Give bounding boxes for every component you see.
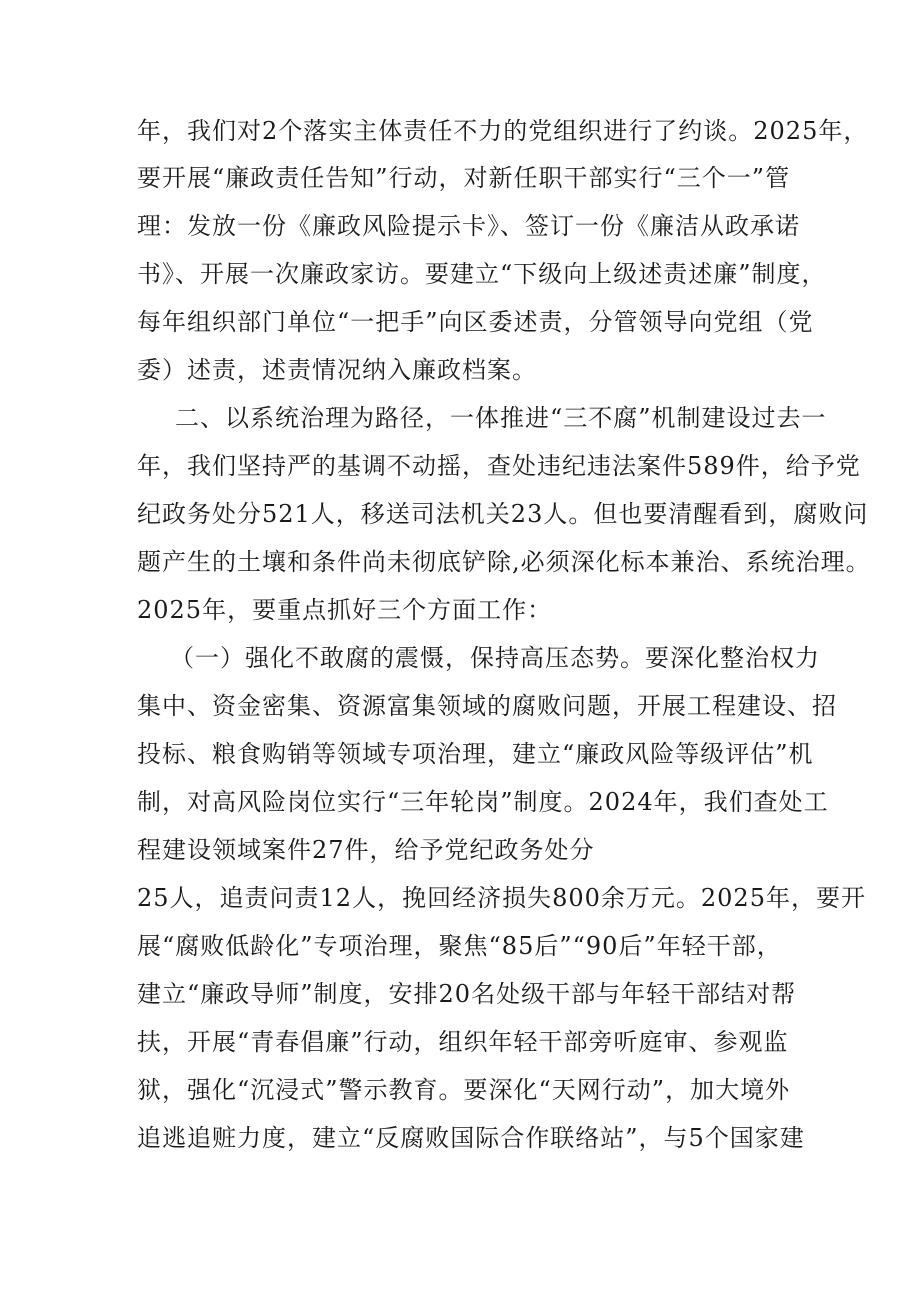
text-line: 书》、开展一次廉政家访。要建立“下级向上级述责述廉”制度， <box>137 260 827 288</box>
text-line: 制，对高风险岗位实行“三年轮岗”制度。2024年，我们查处工 <box>137 788 829 816</box>
text-line: 展“腐败低龄化”专项治理，聚焦“85后”“90后”年轻干部， <box>137 932 782 960</box>
text-line: 年，我们对2个落实主体责任不力的党组织进行了约谈。2025年， <box>137 117 869 145</box>
text-line: 纪政务处分521人，移送司法机关23人。但也要清醒看到，腐败问 <box>137 500 869 528</box>
text-line: 建立“廉政导师”制度，安排20名处级干部与年轻干部结对帮 <box>137 980 797 1008</box>
text-line: 2025年，要重点抓好三个方面工作： <box>137 596 553 624</box>
text-line: 投标、粮食购销等领域专项治理，建立“廉政风险等级评估”机 <box>137 740 814 768</box>
text-line: 25人，追责问责12人，挽回经济损失800余万元。2025年，要开 <box>137 884 866 912</box>
paragraph-heading-line: 二、以系统治理为路径，一体推进“三不腐”机制建设过去一 <box>175 404 827 432</box>
text-line: 题产生的土壤和条件尚未彻底铲除,必须深化标本兼治、系统治理。 <box>137 548 871 576</box>
text-line: 每年组织部门单位“一把手”向区委述责，分管领导向党组（党 <box>137 308 814 336</box>
text-line: 要开展“廉政责任告知”行动，对新任职干部实行“三个一”管 <box>137 164 791 192</box>
text-line: 扶，开展“青春倡廉”行动，组织年轻干部旁听庭审、参观监 <box>137 1028 789 1056</box>
subsection-heading-line: （一）强化不敢腐的震慑，保持高压态势。要深化整治权力 <box>170 644 820 672</box>
text-line: 委）述责，述责情况纳入廉政档案。 <box>137 356 537 384</box>
text-line: 理：发放一份《廉政风险提示卡》、签订一份《廉洁从政承诺 <box>137 212 800 240</box>
text-line: 追逃追赃力度，建立“反腐败国际合作联络站”，与5个国家建 <box>137 1124 805 1152</box>
text-line: 程建设领域案件27件，给予党纪政务处分 <box>137 836 595 864</box>
text-line: 集中、资金密集、资源富集领域的腐败问题，开展工程建设、招 <box>137 692 837 720</box>
text-line: 狱，强化“沉浸式”警示教育。要深化“天网行动”，加大境外 <box>137 1076 791 1104</box>
text-line: 年，我们坚持严的基调不动摇，查处违纪违法案件589件，给予党 <box>137 452 861 480</box>
